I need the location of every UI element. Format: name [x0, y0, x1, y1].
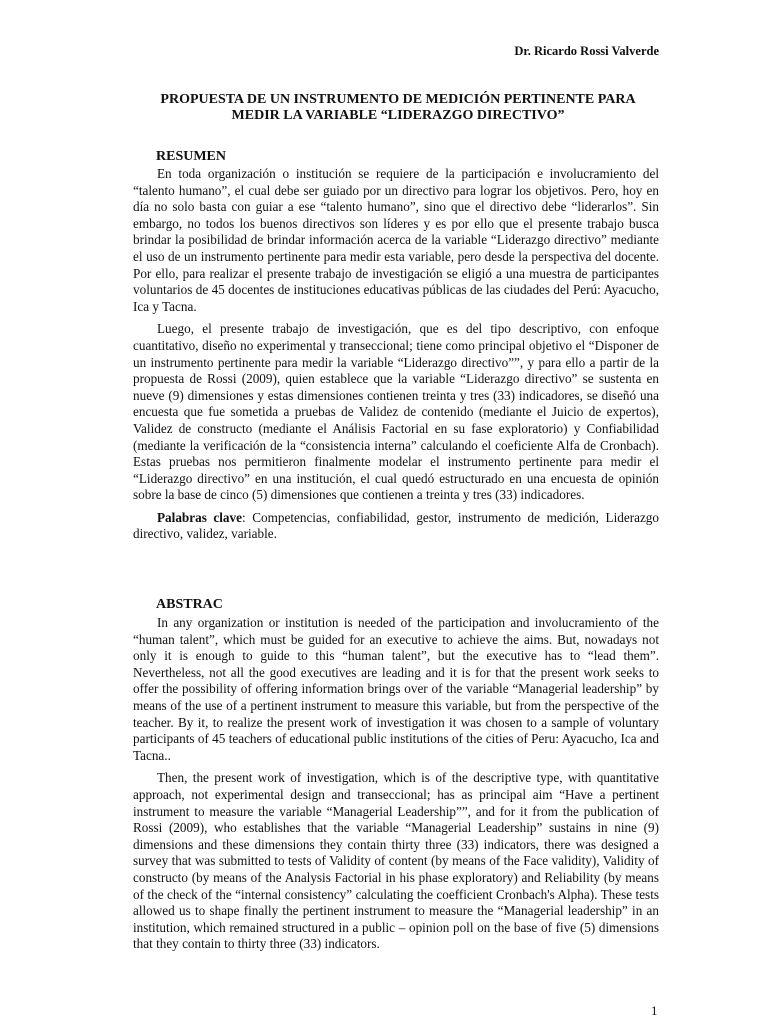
author-name: Dr. Ricardo Rossi Valverde: [514, 44, 659, 58]
keywords-paragraph: [133, 510, 659, 543]
resumen-paragraph-2: Luego, el presente trabajo de investigación, que es del tipo descriptivo, con enfoque cuantitativo, diseño no experimental y transeccional; tiene como principal objetivo el “Disponer de un instrumento pertinente para medir la variable “Liderazgo directivo””, y para ello a partir de la propuesta de Rossi (2009), quien establece que la variable “Liderazgo directivo” se sustenta en nueve (9) dimensiones y estas dimensiones contienen treinta y tres (33) indicadores, se diseñó una encuesta que fue sometida a pruebas de Validez de contenido (mediante el Juicio de expertos), Validez de constructo (mediante el Análisis Factorial en su fase exploratorio) y Confiabilidad (mediante la verificación de la “consistencia interna” calculando el coeficiente Alfa de Cronbach). Estas pruebas nos permitieron finalmente modelar el instrumento pertinente para medir el “Liderazgo directivo” en una institución, el cual quedó estructurado en una encuesta de opinión sobre la base de cinco (5) dimensiones que contienen a treinta y tres (33) indicadores.: [133, 321, 659, 503]
keywords-label: Palabras clave: [157, 509, 242, 525]
resumen-heading: RESUMEN: [156, 149, 227, 164]
abstract-heading: ABSTRAC: [156, 597, 223, 612]
abstract-body: [133, 615, 659, 953]
resumen-body: [133, 166, 659, 543]
resumen-paragraph-1: En toda organización o institución se requiere de la participación e involucramiento del “talento humano”, el cual debe ser guiado por un directivo para lograr los objetivos. Pero, hoy en día no solo basta con guiar a ese “talento humano”, sino que el directivo debe “liderarlos”. Sin embargo, no todos los buenos directivos son líderes y es por ello que el presente trabajo busca brindar la posibilidad de brindar información acerca de la variable “Liderazgo directivo” mediante el uso de un instrumento pertinente para medir esta variable, pero desde la perspectiva del docente. Por ello, para realizar el presente trabajo de investigación se eligió a una muestra de participantes voluntarios de 45 docentes de instituciones educativas públicas de las ciudades del Perú: Ayacucho, Ica y Tacna.: [133, 166, 659, 314]
paper-title: PROPUESTA DE UN INSTRUMENTO DE MEDICIÓN PERTINENTE PARA MEDIR LA VARIABLE “LIDERAZGO DIRECTIVO”: [160, 92, 636, 123]
page-number: 1: [651, 1003, 658, 1018]
abstract-paragraph-2: Then, the present work of investigation, which is of the descriptive type, with quantitative approach, not experimental design and transeccional; has as principal aim “Have a pertinent instrument to measure the variable “Managerial Leadership””, and for it from the publication of Rossi (2009), who establishes that the variable “Managerial Leadership” sustains in nine (9) dimensions and these dimensions they contain thirty three (33) indicators, there was designed a survey that was submitted to tests of Validity of content (by means of the Face validity), Validity of constructo (by means of the Analysis Factorial in his phase exploratory) and Reliability (by means of the check of the “internal consistency” calculating the coefficient Cronbach's Alpha). These tests allowed us to shape finally the pertinent instrument to measure the “Managerial leadership” in an institution, which remained structured in a public – opinion poll on the base of five (5) dimensions that they contain to thirty three (33) indicators.: [133, 770, 659, 952]
abstract-paragraph-1: In any organization or institution is needed of the participation and involucramiento of the “human talent”, which must be guided for an executive to achieve the aims. But, nowadays not only it is enough to guide to this “human talent”, but the executive has to “lead them”. Nevertheless, not all the good executives are leading and it is for that the present work seeks to offer the possibility of offering information brings over of the variable “Managerial leadership” by means of the use of a pertinent instrument to measure this variable, but from the perspective of the teacher. By it, to realize the present work of investigation it was chosen to a sample of voluntary participants of 45 teachers of educational public institutions of the cities of Peru: Ayacucho, Ica and Tacna..: [133, 615, 659, 763]
keywords-text: : Competencias, confiabilidad, gestor, instrumento de medición, Liderazgo directivo, validez, variable.: [133, 509, 659, 542]
